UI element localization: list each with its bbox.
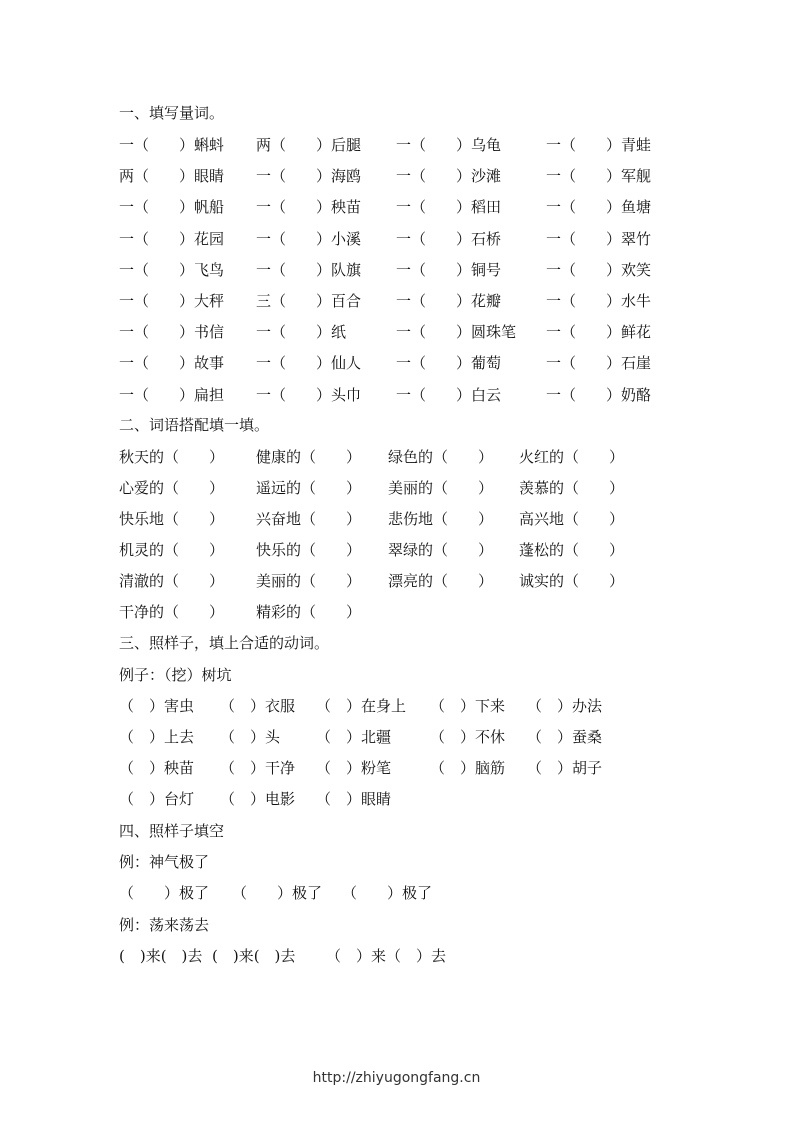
section4-example1: 例：神气极了 — [119, 853, 210, 871]
measure-word-item: 一（ ）铜号 — [396, 260, 502, 279]
verb-fill-item: （ ）在身上 — [316, 697, 407, 715]
measure-word-item: 一（ ）乌龟 — [396, 136, 502, 154]
verb-fill-item: （ ）北疆 — [316, 728, 392, 746]
word-match-item: 美丽的（ ） — [388, 479, 494, 497]
measure-word-item: 一（ ）奶酪 — [546, 385, 652, 404]
measure-word-item: 一（ ）大秤 — [119, 292, 225, 310]
word-match-item: 快乐的（ ） — [256, 541, 362, 559]
measure-word-item: 一（ ）花园 — [119, 229, 225, 248]
section1-title: 一、填写量词。 — [119, 104, 225, 122]
measure-word-item: 一（ ）翠竹 — [546, 229, 652, 248]
verb-fill-item: （ ）秧苗 — [119, 759, 195, 777]
come-go-fill-item: （ ）来（ ）去 — [326, 947, 447, 965]
section4-example2: 例：荡来荡去 — [119, 916, 210, 934]
measure-word-item: 两（ ）眼睛 — [119, 167, 225, 186]
word-match-item: 健康的（ ） — [256, 448, 362, 466]
section3-example: 例子：（挖）树坑 — [119, 666, 232, 684]
word-match-item: 漂亮的（ ） — [388, 572, 494, 590]
measure-word-item: 一（ ）队旗 — [256, 260, 362, 279]
verb-fill-item: （ ）干净 — [220, 759, 296, 777]
measure-word-item: 一（ ）故事 — [119, 354, 225, 373]
measure-word-item: 一（ ）水牛 — [546, 292, 652, 310]
measure-word-item: 一（ ）石崖 — [546, 354, 652, 373]
verb-fill-item: （ ）粉笔 — [316, 759, 392, 777]
measure-word-item: 一（ ）纸 — [256, 323, 347, 342]
word-match-item: 心爱的（ ） — [119, 479, 225, 497]
section2-title: 二、词语搭配填一填。 — [119, 416, 270, 434]
verb-fill-item: （ ）眼睛 — [316, 790, 392, 808]
measure-word-item: 一（ ）秧苗 — [256, 198, 362, 217]
measure-word-item: 一（ ）稻田 — [396, 198, 502, 217]
verb-fill-item: （ ）害虫 — [119, 697, 195, 715]
measure-word-item: 两（ ）后腿 — [256, 136, 362, 154]
measure-word-item: 一（ ）石桥 — [396, 229, 502, 248]
measure-word-item: 一（ ）白云 — [396, 385, 502, 404]
section3-title: 三、照样子，填上合适的动词。 — [119, 634, 330, 652]
verb-fill-item: （ ）蚕桑 — [527, 728, 603, 746]
word-match-item: 清澈的（ ） — [119, 572, 225, 590]
verb-fill-item: （ ）电影 — [220, 790, 296, 808]
word-match-item: 精彩的（ ） — [256, 603, 362, 621]
word-match-item: 蓬松的（ ） — [519, 541, 625, 559]
verb-fill-item: （ ）脑筋 — [430, 759, 506, 777]
footer-url: http://zhiyugongfang.cn — [312, 1070, 481, 1086]
measure-word-item: 一（ ）青蛙 — [546, 136, 652, 154]
measure-word-item: 一（ ）沙滩 — [396, 167, 502, 186]
word-match-item: 秋天的（ ） — [119, 448, 225, 466]
come-go-fill-item: ( )来( )去 — [119, 947, 203, 965]
extreme-fill-item: （ ）极了 — [342, 884, 433, 902]
verb-fill-item: （ ）胡子 — [527, 759, 603, 777]
measure-word-item: 一（ ）扁担 — [119, 385, 225, 404]
measure-word-item: 一（ ）头巾 — [256, 385, 362, 404]
verb-fill-item: （ ）不休 — [430, 728, 506, 746]
measure-word-item: 三（ ）百合 — [256, 292, 362, 310]
word-match-item: 干净的（ ） — [119, 603, 225, 621]
word-match-item: 高兴地（ ） — [519, 510, 625, 528]
measure-word-item: 一（ ）飞鸟 — [119, 260, 225, 279]
verb-fill-item: （ ）办法 — [527, 697, 603, 715]
come-go-fill-item: ( )来( )去 — [212, 947, 296, 965]
word-match-item: 遥远的（ ） — [256, 479, 362, 497]
word-match-item: 火红的（ ） — [519, 448, 625, 466]
word-match-item: 翠绿的（ ） — [388, 541, 494, 559]
word-match-item: 快乐地（ ） — [119, 510, 225, 528]
measure-word-item: 一（ ）鲜花 — [546, 323, 652, 342]
word-match-item: 羡慕的（ ） — [519, 479, 625, 497]
word-match-item: 兴奋地（ ） — [256, 510, 362, 528]
measure-word-item: 一（ ）圆珠笔 — [396, 323, 517, 342]
word-match-item: 机灵的（ ） — [119, 541, 225, 559]
verb-fill-item: （ ）台灯 — [119, 790, 195, 808]
measure-word-item: 一（ ）仙人 — [256, 354, 362, 373]
measure-word-item: 一（ ）葡萄 — [396, 354, 502, 373]
extreme-fill-item: （ ）极了 — [119, 884, 210, 902]
section4-title: 四、照样子填空 — [119, 822, 225, 840]
measure-word-item: 一（ ）军舰 — [546, 167, 652, 186]
measure-word-item: 一（ ）欢笑 — [546, 260, 652, 279]
measure-word-item: 一（ ）帆船 — [119, 198, 225, 217]
measure-word-item: 一（ ）蝌蚪 — [119, 136, 225, 154]
verb-fill-item: （ ）衣服 — [220, 697, 296, 715]
measure-word-item: 一（ ）花瓣 — [396, 292, 502, 310]
measure-word-item: 一（ ）书信 — [119, 323, 225, 342]
extreme-fill-item: （ ）极了 — [232, 884, 323, 902]
word-match-item: 美丽的（ ） — [256, 572, 362, 590]
word-match-item: 悲伤地（ ） — [388, 510, 494, 528]
verb-fill-item: （ ）头 — [220, 728, 281, 746]
measure-word-item: 一（ ）鱼塘 — [546, 198, 652, 217]
measure-word-item: 一（ ）小溪 — [256, 229, 362, 248]
verb-fill-item: （ ）下来 — [430, 697, 506, 715]
word-match-item: 绿色的（ ） — [388, 448, 494, 466]
verb-fill-item: （ ）上去 — [119, 728, 195, 746]
measure-word-item: 一（ ）海鸥 — [256, 167, 362, 186]
word-match-item: 诚实的（ ） — [519, 572, 625, 590]
